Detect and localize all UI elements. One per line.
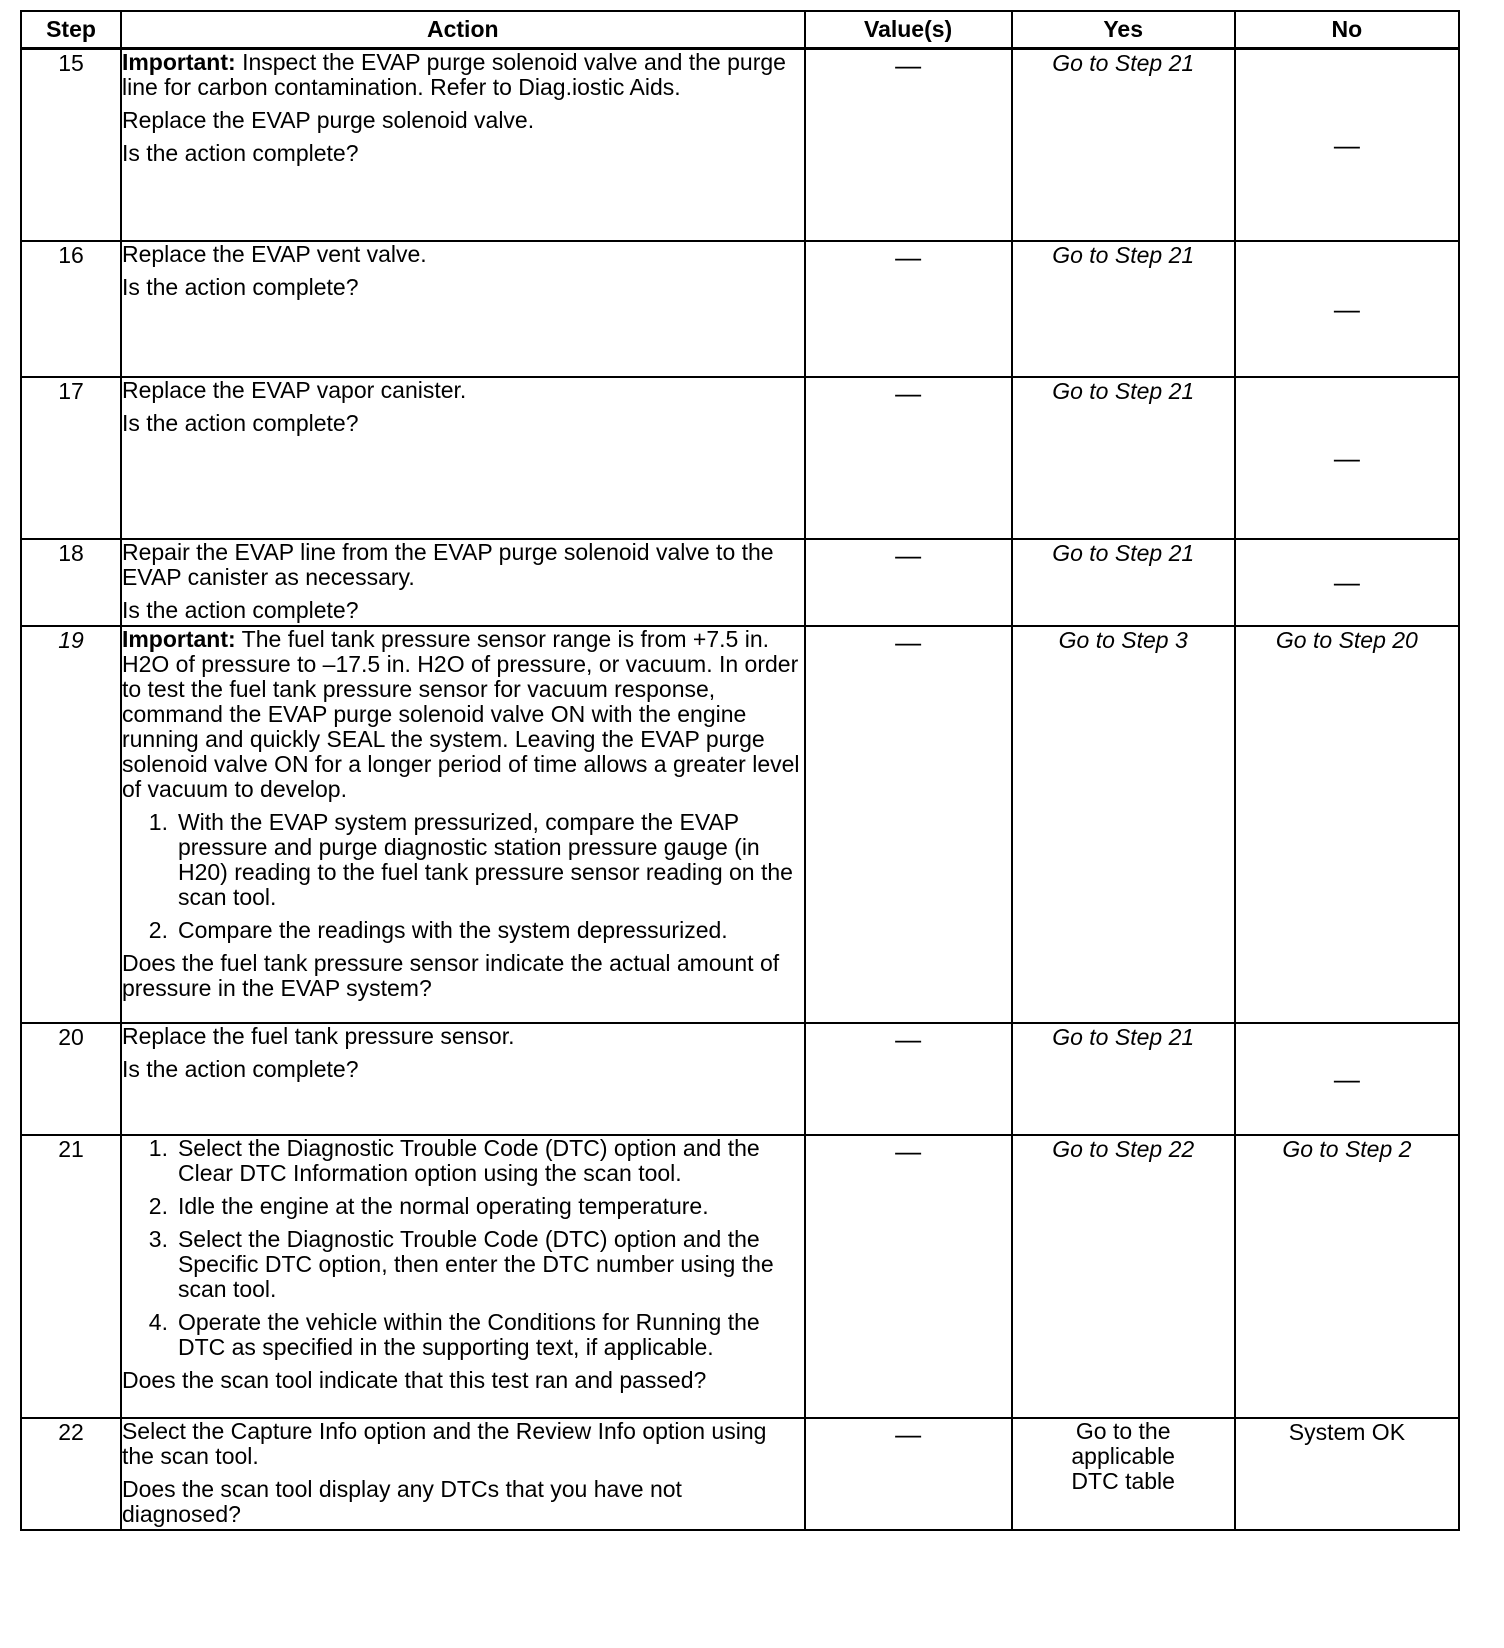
list-item-number: 2. xyxy=(148,1193,168,1219)
action-question: Is the action complete? xyxy=(121,597,359,623)
yes-cell xyxy=(1012,1135,1235,1418)
list-item xyxy=(122,810,804,910)
value-cell: — xyxy=(805,49,1012,242)
numbered-steps xyxy=(122,1136,804,1360)
action-cell xyxy=(121,241,805,377)
important-label: Important: xyxy=(121,49,236,75)
action-question: Does the scan tool indicate that this test ran and passed? xyxy=(121,1367,707,1393)
table-row xyxy=(21,1023,1459,1135)
important-note xyxy=(122,627,804,802)
step-number: 19 xyxy=(21,626,121,1023)
list-item-text: Compare the readings with the system depressurized. xyxy=(177,917,728,943)
action-question: Is the action complete? xyxy=(121,1056,359,1082)
table-row xyxy=(21,626,1459,1023)
list-item-text: Select the Diagnostic Trouble Code (DTC) option and the Clear DTC Information option using the scan tool. xyxy=(177,1135,760,1186)
action-line: Replace the fuel tank pressure sensor. xyxy=(121,1023,515,1049)
yes-goto: Go to Step 21 xyxy=(1052,242,1195,268)
yes-cell xyxy=(1012,539,1235,626)
action-line: Replace the EVAP vapor canister. xyxy=(121,377,467,403)
yes-goto: Go to the applicable DTC table xyxy=(1071,1418,1175,1494)
list-item xyxy=(122,1136,804,1186)
list-item-text: With the EVAP system pressurized, compare the EVAP pressure and purge diagnostic station pressure gauge (in H20) reading to the fuel tank pressure sensor reading on the scan tool. xyxy=(177,809,793,910)
step-number: 16 xyxy=(21,241,121,377)
action-question: Is the action complete? xyxy=(121,140,359,166)
yes-cell xyxy=(1012,626,1235,1023)
list-item-text: Operate the vehicle within the Conditions for Running the DTC as specified in the supporting text, if applicable. xyxy=(177,1309,760,1360)
yes-cell xyxy=(1012,1023,1235,1135)
yes-cell xyxy=(1012,1418,1235,1530)
yes-goto: Go to Step 21 xyxy=(1052,378,1195,404)
diagnostic-table xyxy=(20,10,1460,1531)
value-cell: — xyxy=(805,241,1012,377)
no-result: System OK xyxy=(1288,1419,1406,1445)
important-text: Inspect the EVAP purge solenoid valve and the purge line for carbon contamination. Refer to Diag.iostic Aids. xyxy=(121,49,786,100)
important-label: Important: xyxy=(121,626,236,652)
step-number: 17 xyxy=(21,377,121,539)
action-question: Does the fuel tank pressure sensor indicate the actual amount of pressure in the EVAP system? xyxy=(121,950,780,1001)
step-number: 18 xyxy=(21,539,121,626)
list-item xyxy=(122,1310,804,1360)
no-goto: Go to Step 20 xyxy=(1275,627,1418,653)
numbered-steps xyxy=(122,810,804,943)
action-line: Replace the EVAP vent valve. xyxy=(121,241,427,267)
list-item-text: Idle the engine at the normal operating temperature. xyxy=(177,1193,709,1219)
list-item-number: 1. xyxy=(148,809,168,835)
value-cell: — xyxy=(805,1023,1012,1135)
table-row xyxy=(21,1418,1459,1530)
table-row xyxy=(21,377,1459,539)
yes-cell xyxy=(1012,241,1235,377)
yes-goto: Go to Step 21 xyxy=(1052,50,1195,76)
list-item xyxy=(122,1227,804,1302)
action-cell xyxy=(121,377,805,539)
header-no: No xyxy=(1235,11,1459,49)
table-row xyxy=(21,539,1459,626)
yes-cell xyxy=(1012,377,1235,539)
action-cell xyxy=(121,1418,805,1530)
no-cell: — xyxy=(1235,49,1459,242)
yes-goto: Go to Step 3 xyxy=(1058,627,1188,653)
list-item-number: 1. xyxy=(148,1135,168,1161)
yes-goto: Go to Step 21 xyxy=(1052,540,1195,566)
action-question: Does the scan tool display any DTCs that you have not diagnosed? xyxy=(121,1476,682,1527)
step-number: 22 xyxy=(21,1418,121,1530)
list-item xyxy=(122,918,804,943)
value-cell: — xyxy=(805,377,1012,539)
list-item-number: 3. xyxy=(148,1226,168,1252)
important-text: The fuel tank pressure sensor range is from +7.5 in. H2O of pressure to –17.5 in. H2O of pressure, or vacuum. In order to test the fuel tank pressure sensor for vacuum response, command the EVAP purge solenoid valve ON with the engine running and quickly SEAL the system. Leaving the EVAP purge solenoid valve ON for a longer period of time allows a greater level of vacuum to develop. xyxy=(121,626,800,802)
no-cell xyxy=(1235,1135,1459,1418)
table-row xyxy=(21,1135,1459,1418)
list-item-number: 4. xyxy=(148,1309,168,1335)
yes-goto: Go to Step 21 xyxy=(1052,1024,1195,1050)
header-step: Step xyxy=(21,11,121,49)
value-cell: — xyxy=(805,1418,1012,1530)
table-row xyxy=(21,241,1459,377)
action-line: Select the Capture Info option and the Review Info option using the scan tool. xyxy=(121,1418,767,1469)
no-cell: — xyxy=(1235,1023,1459,1135)
step-number: 20 xyxy=(21,1023,121,1135)
action-question: Is the action complete? xyxy=(121,410,359,436)
no-goto: Go to Step 2 xyxy=(1282,1136,1412,1162)
action-cell xyxy=(121,1023,805,1135)
value-cell: — xyxy=(805,626,1012,1023)
action-line: Repair the EVAP line from the EVAP purge solenoid valve to the EVAP canister as necessary. xyxy=(121,539,774,590)
action-cell xyxy=(121,626,805,1023)
header-yes: Yes xyxy=(1012,11,1235,49)
header-action: Action xyxy=(121,11,805,49)
action-cell xyxy=(121,539,805,626)
action-cell xyxy=(121,49,805,242)
table-header xyxy=(21,11,1459,49)
list-item-text: Select the Diagnostic Trouble Code (DTC) option and the Specific DTC option, then enter the DTC number using the scan tool. xyxy=(177,1226,774,1302)
action-line: Replace the EVAP purge solenoid valve. xyxy=(121,107,535,133)
yes-cell xyxy=(1012,49,1235,242)
action-cell xyxy=(121,1135,805,1418)
no-cell: — xyxy=(1235,539,1459,626)
table-row xyxy=(21,49,1459,242)
no-cell: — xyxy=(1235,241,1459,377)
step-number: 21 xyxy=(21,1135,121,1418)
yes-goto: Go to Step 22 xyxy=(1052,1136,1195,1162)
no-cell: — xyxy=(1235,377,1459,539)
value-cell: — xyxy=(805,539,1012,626)
step-number: 15 xyxy=(21,49,121,242)
value-cell: — xyxy=(805,1135,1012,1418)
no-cell xyxy=(1235,626,1459,1023)
action-question: Is the action complete? xyxy=(121,274,359,300)
important-note xyxy=(122,50,804,100)
header-values: Value(s) xyxy=(805,11,1012,49)
no-cell xyxy=(1235,1418,1459,1530)
list-item-number: 2. xyxy=(148,917,168,943)
list-item xyxy=(122,1194,804,1219)
